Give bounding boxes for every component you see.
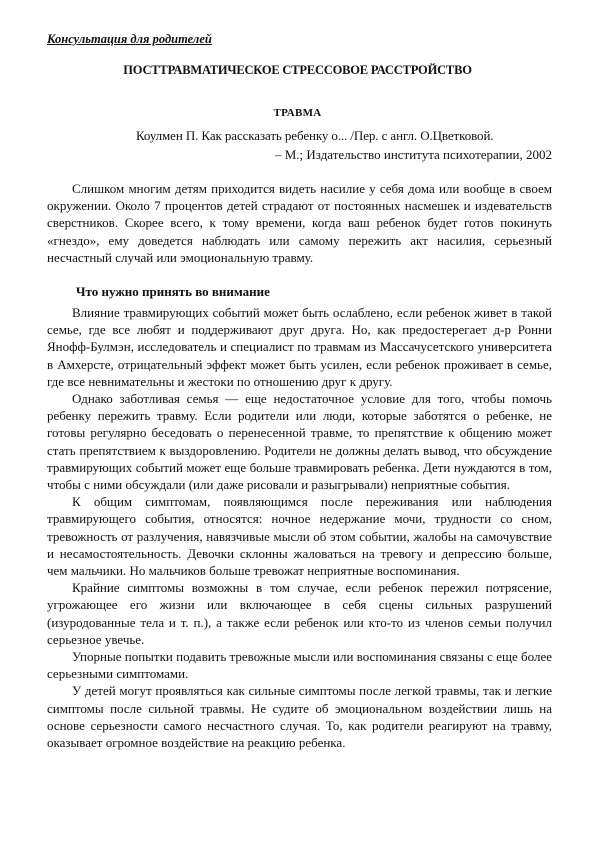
paragraph: Влияние травмирующих событий может быть ослаблено, если ребенок живет в такой семье, где все любят и поддерживают друг друга. Но, как предостерегает д-р Ронни Янофф-Булмэн, исследователь и специалист по травмам из Массачусетского университета в Амхерсте, отрицательный эффект может быть усилен, если ребенок проживает в семье, где все невнимательны и жестоки по отношению друг к другу. (47, 305, 552, 389)
section-title: ТРАВМА (273, 107, 322, 119)
intro-paragraph: Слишком многим детям приходится видеть насилие у себя дома или вообще в своем окружении. Около 7 процентов детей страдают от постоянных насмешек и издевательств сверстников. Скорее всего, к тому времени, когда ваш ребенок будет готов покинуть «гнездо», ему доведется наблюдать или самому пережить акт насилия, серьезный несчастный случай или эмоциональную травму. (47, 181, 552, 265)
document-title: ПОСТТРАВМАТИЧЕСКОЕ СТРЕССОВОЕ РАССТРОЙСТВО (123, 63, 472, 77)
reference-line-2: – М.; Издательство института психотерапии, 2002 (274, 147, 552, 162)
body-text (47, 304, 552, 751)
consultation-label: Консультация для родителей (47, 32, 212, 46)
paragraph: Упорные попытки подавить тревожные мысли или воспоминания связаны с еще более серьезными симптомами. (47, 649, 552, 682)
paragraph: Однако заботливая семья — еще недостаточное условие для того, чтобы помочь ребенку пережить травму. Если родители или люди, которые заботятся о ребенке, не готовы регулярно беседовать о перенесенной травме, то препятствие к общению может стать препятствием к выздоровлению. Родители не должны делать вывод, что обсуждение травмирующих событий может еще больше травмировать ребенка. Дети нуждаются в том, чтобы с ними обсуждали (или даже рисовали и разыгрывали) неприятные события. (47, 391, 552, 493)
reference-line-1: Коулмен П. Как рассказать ребенку о... /Пер. с англ. О.Цветковой. (136, 128, 494, 143)
paragraph: Крайние симптомы возможны в том случае, если ребенок пережил потрясение, угрожающее его жизни или включающее в себя сцены сильных разрушений (изуродованные тела и т. п.), а также если ребенок или кто-то из членов семьи получил серьезное увечье. (47, 580, 552, 647)
intro-block (47, 180, 552, 266)
paragraph: У детей могут проявляться как сильные симптомы после легкой травмы, так и легкие симптомы после сильной травмы. Не судите об эмоциональном воздействии лишь на основе серьезности самого несчастного случая. То, как родители реагируют на травму, оказывает огромное воздействие на реакцию ребенка. (47, 683, 552, 751)
subheading: Что нужно принять во внимание (76, 284, 270, 299)
paragraph: К общим симптомам, появляющимся после переживания или наблюдения травмирующего события, относятся: ночное недержание мочи, трудности со сном, тревожность от разлучения, навязчивые мысли об этом событии, жалобы на самочувствие и несамостоятельность. Девочки склонны жаловаться на тревогу и депрессию больше, чем мальчики. Но мальчиков больше тревожат неприятные воспоминания. (47, 494, 552, 579)
